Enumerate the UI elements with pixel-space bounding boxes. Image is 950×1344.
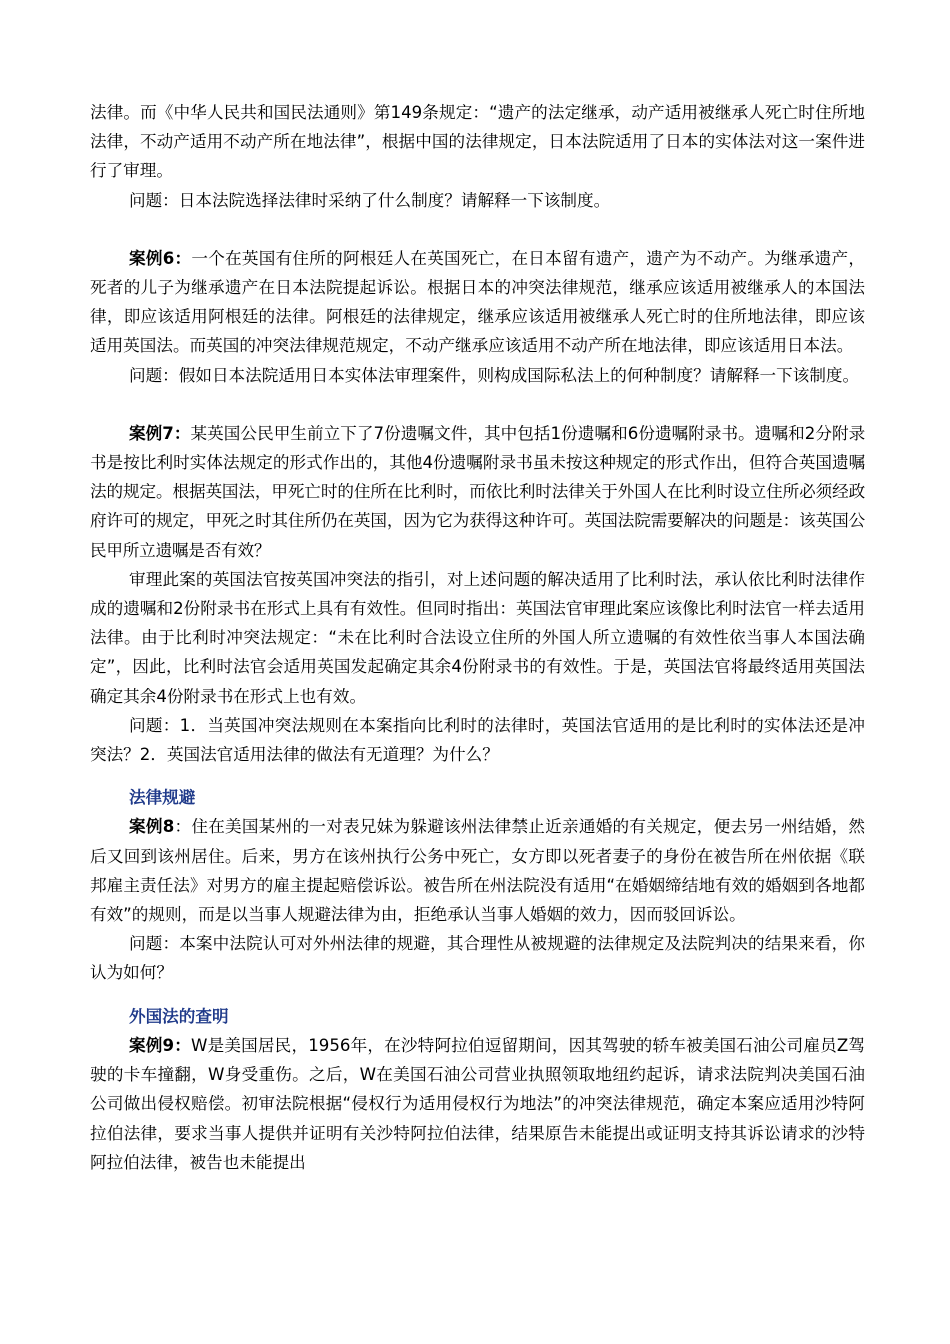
spacer (90, 215, 865, 244)
question-case7: 问题：1．当英国冲突法规则在本案指向比利时的法律时，英国法官适用的是比利时的实体法还是冲突法？2．英国法官适用法律的做法有无道理？为什么？ (90, 715, 865, 765)
case9-paragraph (90, 1031, 865, 1177)
case6-body: 一个在英国有住所的阿根廷人在英国死亡，在日本留有遗产，遗产为不动产。为继承遗产，死者的儿子为继承遗产在日本法院提起诉讼。根据日本的冲突法律规范，继承应该适用被继承人的本国法律，即应该适用阿根廷的法律。阿根廷的法律规定，继承应该适用被继承人死亡时的住所地法律，即应该适用英国法。而英国的冲突法律规范规定，不动产继承应该适用不动产所在地法律，即应该适用日本法。 (90, 248, 865, 356)
spacer (90, 988, 865, 1002)
document-page (90, 98, 865, 1177)
case8-paragraph (90, 812, 865, 929)
spacer (90, 769, 865, 783)
question-case8: 问题：本案中法院认可对外州法律的规避，其合理性从被规避的法律规定及法院判决的结果来看，你认为如何？ (90, 934, 865, 983)
case6-label: 案例6： (129, 248, 192, 268)
case9-label: 案例9： (129, 1035, 192, 1055)
case8-body: ：住在美国某州的一对表兄妹为躲避该州法律禁止近亲通婚的有关规定，便去另一州结婚，然后又回到该州居住。后来，男方在该州执行公务中死亡，女方即以死者妻子的身份在被告所在州依据《联邦雇主责任法》对男方的雇主提起赔偿诉讼。被告所在州法院没有适用“在婚姻缔结地有效的婚姻到各地都有效”的规则，而是以当事人规避法律为由，拒绝承认当事人婚姻的效力，因而驳回诉讼。 (90, 817, 866, 925)
section-heading-foreign-law: 外国法的查明 (129, 1006, 229, 1026)
case7-body: 某英国公民甲生前立下了7份遗嘱文件，其中包括1份遗嘱和6份遗嘱附录书。遗嘱和2分附录书是按比利时实体法规定的形式作出的，其他4份遗嘱附录书虽未按这种规定的形式作出，但符合英国遗嘱法的规定。根据英国法，甲死亡时的住所在比利时，而依比利时法律关于外国人在比利时设立住所必须经政府许可的规定，甲死之时其住所仍在英国，因为它为获得这种许可。英国法院需要解决的问题是：该英国公民甲所立遗嘱是否有效？ (90, 423, 865, 560)
case8-label: 案例8 (129, 817, 175, 837)
case7-label: 案例7： (129, 423, 191, 443)
case9-body: W是美国居民，1956年，在沙特阿拉伯逗留期间，因其驾驶的轿车被美国石油公司雇员Z驾驶的卡车撞翻，W身受重伤。之后，W在美国石油公司营业执照领取地纽约起诉，请求法院判决美国石油公司做出侵权赔偿。初审法院根据“侵权行为适用侵权行为地法”的冲突法律规范，确定本案应适用沙特阿拉伯法律，要求当事人提供并证明有关沙特阿拉伯法律，结果原告未能提出或证明支持其诉讼请求的沙特阿拉伯法律，被告也未能提出 (90, 1035, 865, 1172)
section-heading-evasion: 法律规避 (129, 788, 196, 808)
case6-paragraph (90, 244, 865, 361)
question-case6: 问题：假如日本法院适用日本实体法审理案件，则构成国际私法上的何种制度？请解释一下该制度。 (129, 365, 860, 385)
spacer (90, 390, 865, 419)
question-case5: 问题：日本法院选择法律时采纳了什么制度？请解释一下该制度。 (129, 190, 611, 210)
case7-paragraph (90, 419, 865, 565)
intro-paragraph: 法律。而《中华人民共和国民法通则》第149条规定：“遗产的法定继承，动产适用被继承人死亡时住所地法律，不动产适用不动产所在地法律”，根据中国的法律规定，日本法院适用了日本的实体法对这一案件进行了审理。 (90, 103, 865, 181)
case7-paragraph-2: 审理此案的英国法官按英国冲突法的指引，对上述问题的解决适用了比利时法，承认依比利时法律作成的遗嘱和2份附录书在形式上具有有效性。但同时指出：英国法官审理此案应该像比利时法官一样去适用法律。由于比利时冲突法规定：“未在比利时合法设立住所的外国人所立遗嘱的有效性依当事人本国法确定”，因此，比利时法官会适用英国发起确定其余4份附录书的有效性。于是，英国法官将最终适用英国法确定其余4份附录书在形式上也有效。 (90, 569, 865, 706)
